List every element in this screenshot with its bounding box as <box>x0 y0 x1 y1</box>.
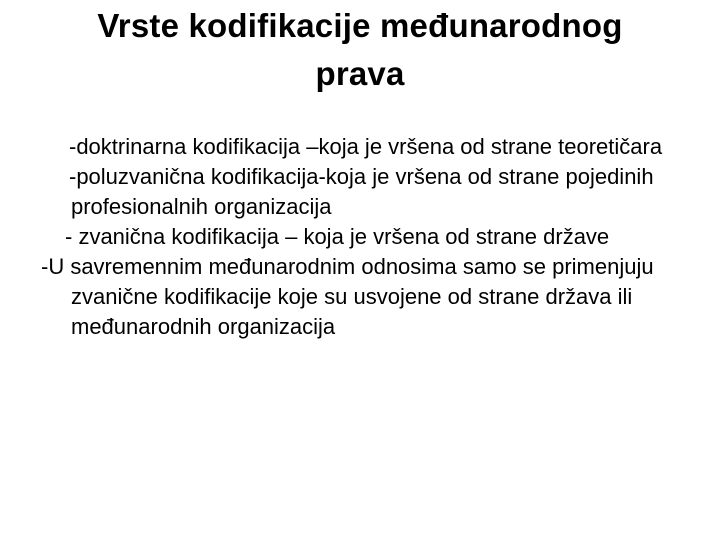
slide-title-line-1: Vrste kodifikacije međunarodnog <box>97 7 623 44</box>
paragraph-zvanicna: - zvanična kodifikacija – koja je vršena od strane države <box>65 224 610 249</box>
slide-body <box>40 132 700 342</box>
slide-title-line-2: prava <box>315 55 405 92</box>
paragraph-poluzvanicna: -poluzvanična kodifikacija-koja je vršena od strane pojedinih profesionalnih organizacija <box>69 164 654 219</box>
paragraph-savremeni-odnosi: -U savremennim međunarodnim odnosima samo se primenjuju zvanične kodifikacije koje su usvojene od strane država ili međunarodnih organizacija <box>41 254 654 339</box>
slide-title <box>40 2 680 98</box>
paragraph-doktrinarna: -doktrinarna kodifikacija –koja je vršena od strane teoretičara <box>69 134 663 159</box>
